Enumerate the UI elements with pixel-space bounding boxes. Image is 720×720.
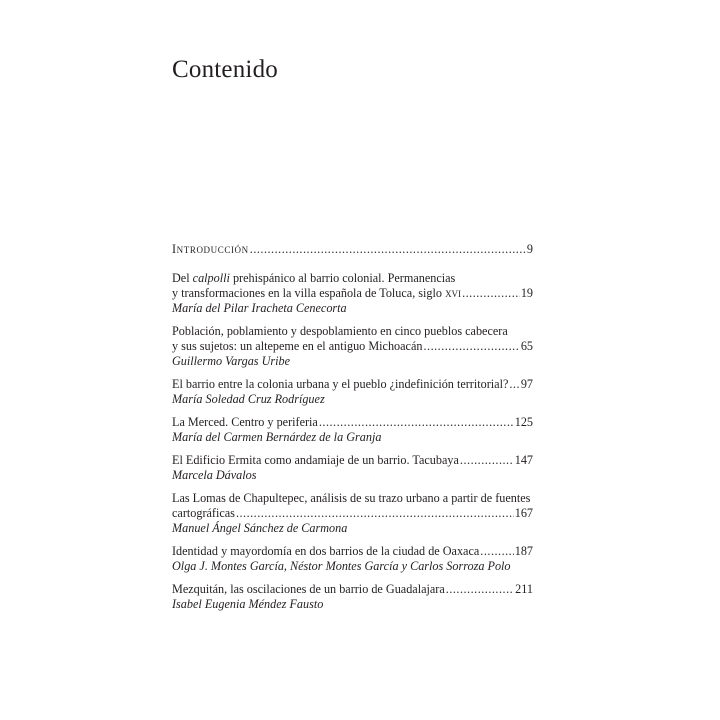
page-title: Contenido bbox=[172, 56, 278, 83]
toc-entry-author: Manuel Ángel Sánchez de Carmona bbox=[172, 521, 348, 535]
toc-entry-title-line bbox=[172, 582, 533, 597]
toc-entry-title-line bbox=[172, 339, 533, 354]
title-text: El Edificio Ermita como andamiaje de un barrio. Tacubaya bbox=[172, 453, 459, 467]
dot-leader bbox=[236, 506, 514, 521]
dot-leader bbox=[250, 242, 526, 257]
title-text: Del bbox=[172, 271, 193, 285]
toc-page-number: 19 bbox=[520, 286, 533, 300]
title-text: y transformaciones en la villa española de Toluca, siglo xvi bbox=[172, 286, 462, 300]
toc-entry[interactable] bbox=[172, 544, 533, 574]
dot-leader bbox=[446, 582, 514, 597]
toc-page-number: 211 bbox=[515, 582, 533, 596]
title-text: Mezquitán, las oscilaciones de un barrio de Guadalajara bbox=[172, 582, 445, 596]
dot-leader bbox=[423, 339, 519, 354]
dot-leader bbox=[509, 377, 519, 392]
toc-entry[interactable] bbox=[172, 453, 533, 483]
toc-entry-title-line bbox=[172, 377, 533, 392]
title-text: Identidad y mayordomía en dos barrios de la ciudad de Oaxaca bbox=[172, 544, 480, 558]
title-text: El barrio entre la colonia urbana y el pueblo ¿indefinición territorial? bbox=[172, 377, 509, 391]
toc-page-number: 9 bbox=[526, 242, 533, 256]
dot-leader bbox=[480, 544, 513, 559]
title-italic-term: calpolli bbox=[192, 271, 230, 285]
toc-entry[interactable] bbox=[172, 415, 533, 445]
toc-page-number: 147 bbox=[514, 453, 533, 467]
toc-page-number: 97 bbox=[520, 377, 533, 391]
toc-entry[interactable] bbox=[172, 582, 533, 612]
toc-entry-title-line bbox=[172, 286, 533, 301]
toc-page-number: 125 bbox=[514, 415, 533, 429]
toc-entry[interactable] bbox=[172, 271, 533, 316]
toc-page-number: 65 bbox=[520, 339, 533, 353]
toc-entry-title-line bbox=[172, 544, 533, 559]
dot-leader bbox=[460, 453, 514, 468]
toc-entry-title-line: Las Lomas de Chapultepec, análisis de su trazo urbano a partir de fuentes bbox=[172, 491, 531, 505]
toc-entry[interactable] bbox=[172, 324, 533, 369]
toc-entry-title-line: Población, poblamiento y despoblamiento en cinco pueblos cabecera bbox=[172, 324, 508, 338]
dot-leader bbox=[319, 415, 514, 430]
toc-entry[interactable] bbox=[172, 377, 533, 407]
toc-entry-title: Introducción bbox=[172, 242, 249, 256]
toc-entry-author: María del Carmen Bernárdez de la Granja bbox=[172, 430, 382, 444]
toc-entry-author: Marcela Dávalos bbox=[172, 468, 257, 482]
dot-leader bbox=[462, 286, 520, 301]
toc-entry-author: María Soledad Cruz Rodríguez bbox=[172, 392, 325, 406]
toc-entry-title-line bbox=[172, 271, 533, 286]
title-text: prehispánico al barrio colonial. Permanencias bbox=[229, 271, 456, 285]
toc-entry-title-line bbox=[172, 506, 533, 521]
toc-entry-author: Olga J. Montes García, Néstor Montes García y Carlos Sorroza Polo bbox=[172, 559, 511, 573]
toc-entry-author: Guillermo Vargas Uribe bbox=[172, 354, 291, 368]
title-text: cartográficas bbox=[172, 506, 235, 520]
toc-page-number: 187 bbox=[514, 544, 533, 558]
toc-entry-introduccion[interactable] bbox=[172, 242, 533, 257]
toc-entry-title-line bbox=[172, 453, 533, 468]
toc-entry-author: Isabel Eugenia Méndez Fausto bbox=[172, 597, 324, 611]
century-numeral: xvi bbox=[445, 286, 462, 300]
toc-entry-title-line bbox=[172, 415, 533, 430]
title-text: La Merced. Centro y periferia bbox=[172, 415, 318, 429]
title-text: y sus sujetos: un altepeme en el antiguo Michoacán bbox=[172, 339, 423, 353]
toc-entry-author: María del Pilar Iracheta Cenecorta bbox=[172, 301, 347, 315]
toc-page-number: 167 bbox=[514, 506, 533, 520]
toc-entry[interactable] bbox=[172, 491, 533, 536]
table-of-contents bbox=[172, 242, 533, 620]
